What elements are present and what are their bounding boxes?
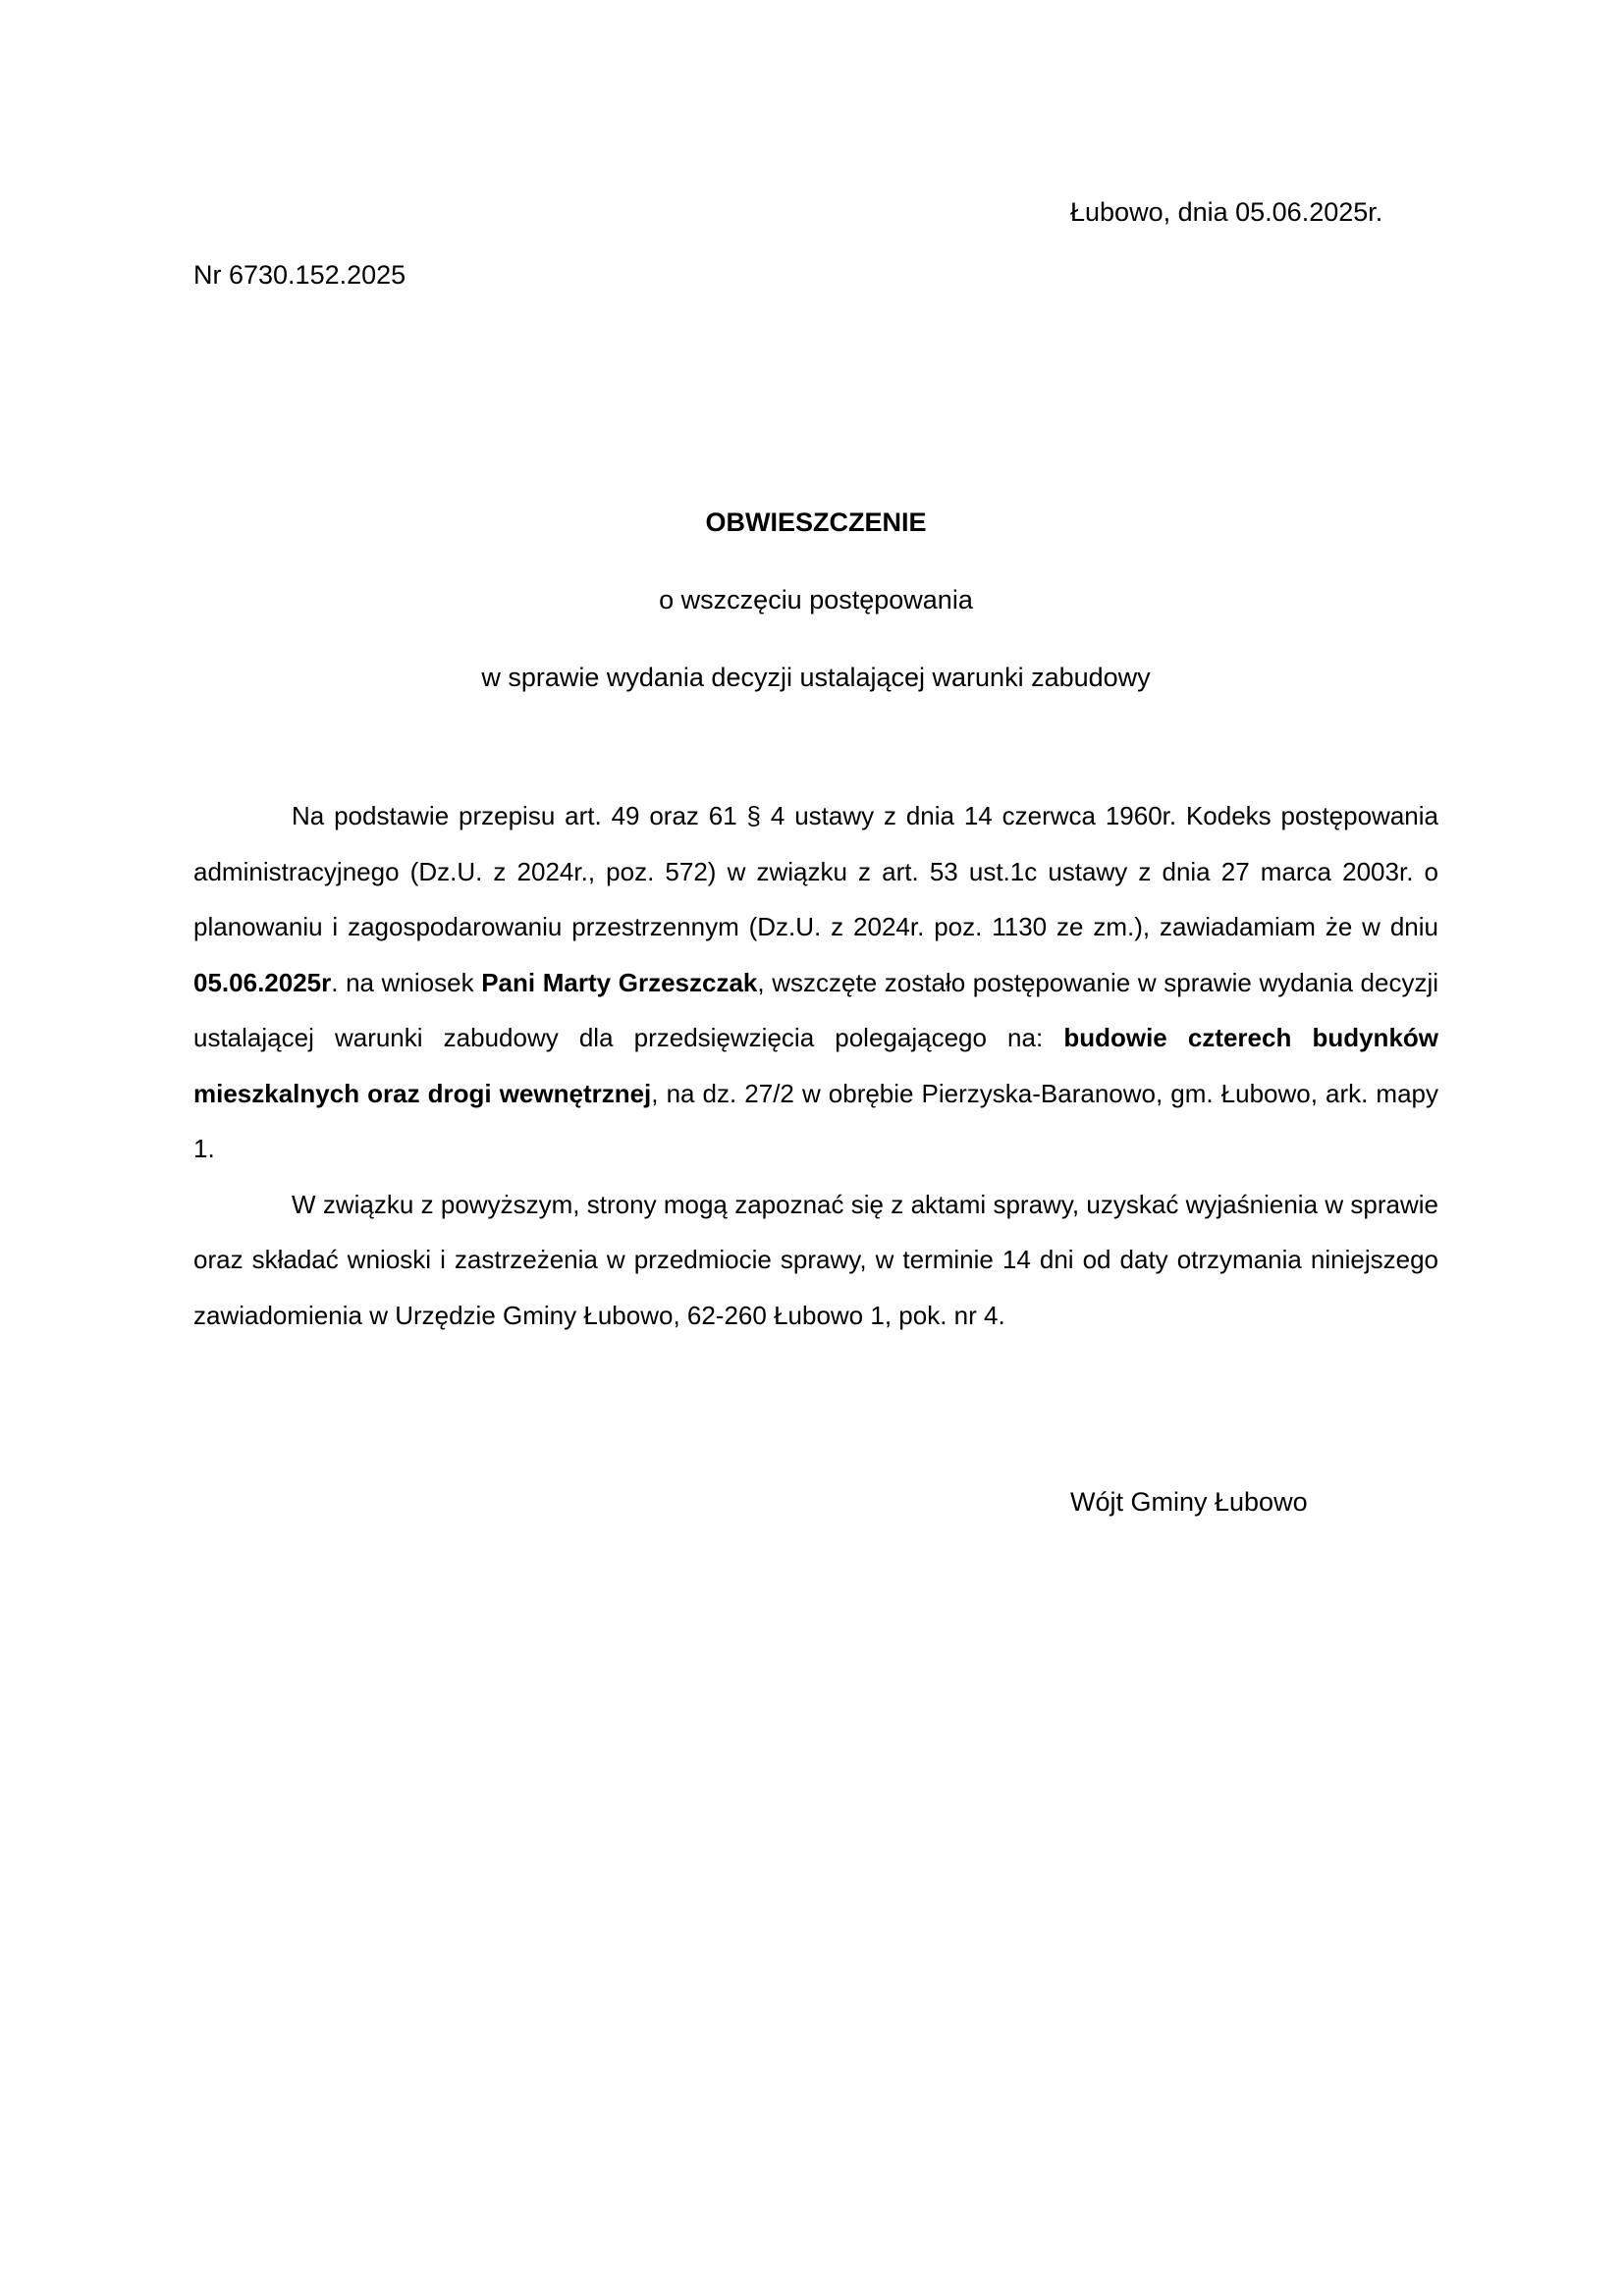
document-title: OBWIESZCZENIE [705, 507, 927, 537]
applicant-name: Pani Marty Grzeszczak [481, 967, 758, 997]
document-subtitle-1: o wszczęciu postępowania [659, 585, 973, 614]
project-description: budowie czterech budynków mieszkalnych oraz drogi wewnętrznej [193, 1023, 1439, 1108]
paragraph-1-part-2: . na wniosek [331, 967, 482, 997]
signature-title: Wójt Gminy Łubowo [1070, 1487, 1308, 1517]
reference-number: Nr 6730.152.2025 [193, 260, 406, 290]
paragraph-legal-basis [193, 788, 1438, 1177]
paragraph-1-part-1: Na podstawie przepisu art. 49 oraz 61 § 4 ustawy z dnia 14 czerwca 1960r. Kodeks postępowania administracyjnego (Dz.U. z 2024r., poz. 572) w związku z art. 53 ust.1c ustawy z dnia 27 marca 2003r. o planowaniu i zagospodarowaniu przestrzennym (Dz.U. z 2024r. poz. 1130 ze zm.), zawiadamiam że w dniu [193, 801, 1438, 941]
document-subtitle-2: w sprawie wydania decyzji ustalającej warunki zabudowy [481, 663, 1151, 692]
paragraph-parties-rights: W związku z powyższym, strony mogą zapoznać się z aktami sprawy, uzyskać wyjaśnienia w sprawie oraz składać wnioski i zastrzeżenia w przedmiocie sprawy, w terminie 14 dni od daty otrzymania niniejszego zawiadomienia w Urzędzie Gminy Łubowo, 62-260 Łubowo 1, pok. nr 4. [193, 1189, 1438, 1330]
paragraph-1-part-4: , na dz. 27/2 w obrębie Pierzyska-Baranowo, gm. Łubowo, ark. mapy 1. [193, 1078, 1438, 1163]
paragraph-1-part-3: , wszczęte zostało postępowanie w sprawie wydania decyzji ustalającej warunki zabudowy dla przedsięwzięcia polegającego na: [193, 967, 1439, 1052]
document-body [193, 788, 1438, 1343]
decision-date: 05.06.2025r [193, 967, 332, 997]
place-and-date: Łubowo, dnia 05.06.2025r. [1070, 197, 1383, 227]
